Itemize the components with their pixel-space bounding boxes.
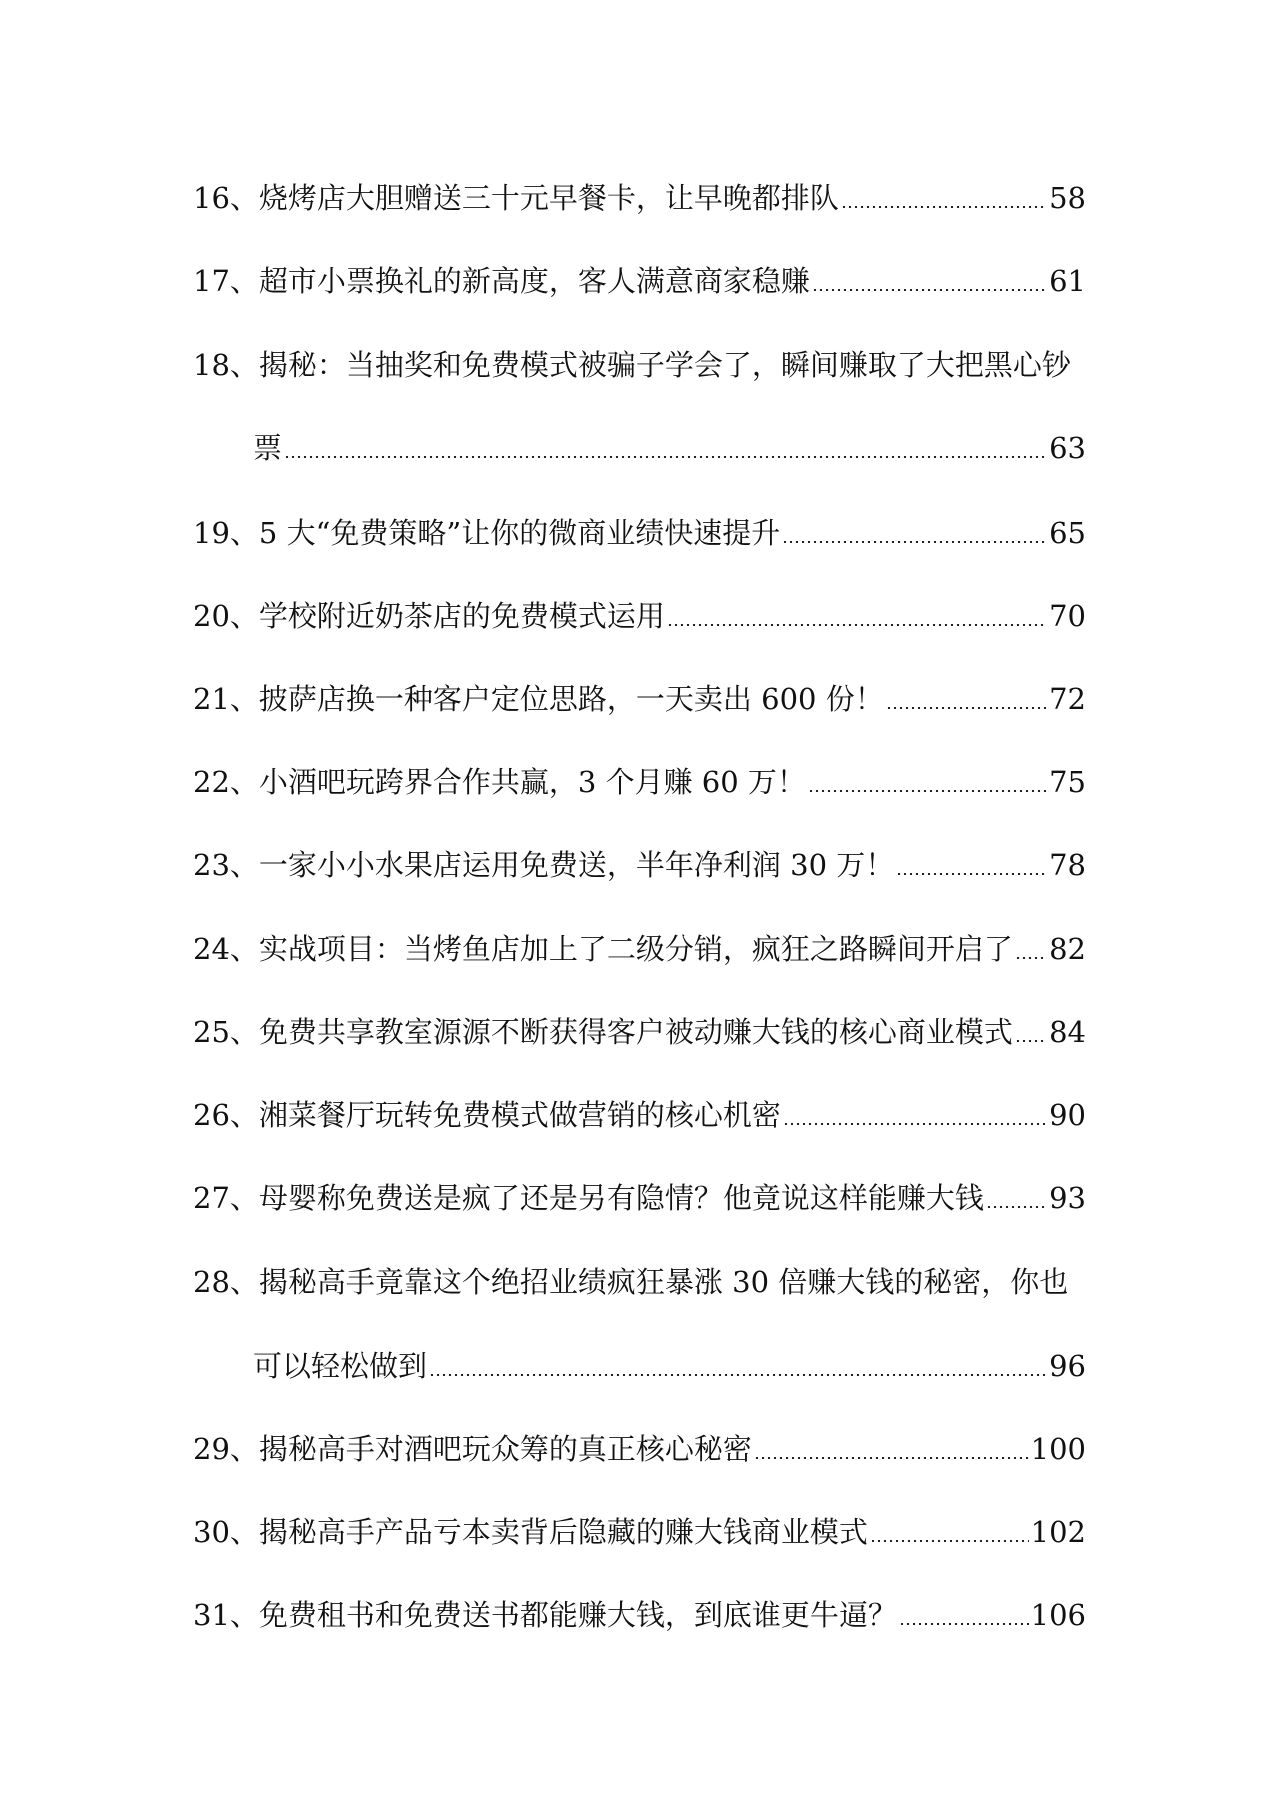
toc-entry-continuation[interactable]	[253, 426, 1086, 470]
entry-title: 一家小小水果店运用免费送，半年净利润 30 万！	[258, 848, 895, 882]
entry-title: 母婴称免费送是疯了还是另有隐情？他竟说这样能赚大钱	[258, 1181, 984, 1215]
entry-title: 烧烤店大胆赠送三十元早餐卡，让早晚都排队	[258, 181, 839, 215]
toc-entry-continuation[interactable]	[253, 1344, 1086, 1388]
entry-number: 19、	[193, 516, 259, 550]
entry-title: 5 大“免费策略”让你的微商业绩快速提升	[258, 516, 781, 550]
entry-page-number: 106	[1030, 1598, 1086, 1632]
toc-entry[interactable]	[193, 176, 1086, 220]
entry-number: 25、	[193, 1015, 259, 1049]
toc-entry[interactable]	[193, 1427, 1086, 1471]
entry-page-number: 75	[1049, 765, 1086, 799]
entry-number: 20、	[193, 599, 259, 633]
entry-page-number: 102	[1030, 1515, 1086, 1549]
entry-page-number: 93	[1049, 1181, 1086, 1215]
entry-title-continuation: 票	[253, 431, 283, 465]
dot-leader	[986, 1206, 1047, 1208]
entry-title: 披萨店换一种客户定位思路，一天卖出 600 份！	[258, 682, 884, 716]
entry-title: 揭秘：当抽奖和免费模式被骗子学会了，瞬间赚取了大把黑心钞	[258, 348, 1071, 382]
entry-number: 28、	[193, 1265, 259, 1299]
entry-page-number: 90	[1049, 1098, 1086, 1132]
entry-number: 31、	[193, 1598, 259, 1632]
entry-number: 27、	[193, 1181, 259, 1215]
dot-leader	[1015, 1040, 1047, 1042]
dot-leader	[782, 541, 1047, 543]
entry-number: 24、	[193, 932, 259, 966]
toc-entry[interactable]	[193, 927, 1086, 971]
dot-leader	[896, 873, 1047, 875]
toc-entry[interactable]	[193, 1510, 1086, 1554]
entry-page-number: 63	[1049, 431, 1086, 465]
entry-page-number: 96	[1049, 1349, 1086, 1383]
entry-page-number: 72	[1049, 682, 1086, 716]
entry-title: 湘菜餐厅玩转免费模式做营销的核心机密	[258, 1098, 781, 1132]
toc-entry[interactable]	[193, 1593, 1086, 1637]
entry-title: 超市小票换礼的新高度，客人满意商家稳赚	[258, 264, 810, 298]
entry-number: 23、	[193, 848, 259, 882]
dot-leader	[783, 1123, 1047, 1125]
dot-leader	[1015, 957, 1047, 959]
dot-leader	[870, 1540, 1029, 1542]
entry-number: 17、	[193, 264, 259, 298]
entry-page-number: 100	[1030, 1432, 1086, 1466]
entry-number: 16、	[193, 181, 259, 215]
entry-number: 21、	[193, 682, 259, 716]
entry-title: 揭秘高手产品亏本卖背后隐藏的赚大钱商业模式	[258, 1515, 868, 1549]
entry-title: 免费租书和免费送书都能赚大钱，到底谁更牛逼？	[258, 1598, 897, 1632]
entry-title-continuation: 可以轻松做到	[253, 1349, 428, 1383]
entry-title: 揭秘高手对酒吧玩众筹的真正核心秘密	[258, 1432, 752, 1466]
toc-entry[interactable]	[193, 760, 1086, 804]
entry-page-number: 65	[1049, 516, 1086, 550]
entry-title: 揭秘高手竟靠这个绝招业绩疯狂暴涨 30 倍赚大钱的秘密，你也	[258, 1265, 1069, 1299]
dot-leader	[429, 1374, 1047, 1376]
toc-entry[interactable]	[193, 1010, 1086, 1054]
entry-page-number: 84	[1049, 1015, 1086, 1049]
toc-entry[interactable]	[193, 843, 1086, 887]
entry-title: 免费共享教室源源不断获得客户被动赚大钱的核心商业模式	[258, 1015, 1013, 1049]
toc-entry[interactable]	[193, 259, 1086, 303]
entry-page-number: 58	[1049, 181, 1086, 215]
entry-title: 学校附近奶茶店的免费模式运用	[258, 599, 665, 633]
dot-leader	[812, 289, 1047, 291]
toc-entry[interactable]	[193, 677, 1086, 721]
entry-number: 18、	[193, 348, 259, 382]
entry-page-number: 61	[1049, 264, 1086, 298]
dot-leader	[899, 1623, 1029, 1625]
entry-page-number: 78	[1049, 848, 1086, 882]
toc-entry[interactable]	[193, 1093, 1086, 1137]
entry-number: 22、	[193, 765, 259, 799]
entry-number: 26、	[193, 1098, 259, 1132]
toc-entry[interactable]	[193, 511, 1086, 555]
dot-leader	[841, 206, 1047, 208]
dot-leader	[754, 1457, 1029, 1459]
toc-entry[interactable]	[193, 1260, 1086, 1304]
entry-number: 29、	[193, 1432, 259, 1466]
dot-leader	[667, 624, 1047, 626]
dot-leader	[284, 456, 1047, 458]
entry-title: 小酒吧玩跨界合作共赢，3 个月赚 60 万！	[258, 765, 806, 799]
entry-number: 30、	[193, 1515, 259, 1549]
dot-leader	[808, 790, 1047, 792]
toc-entry[interactable]	[193, 1176, 1086, 1220]
entry-title: 实战项目：当烤鱼店加上了二级分销，疯狂之路瞬间开启了	[258, 932, 1013, 966]
dot-leader	[886, 707, 1047, 709]
entry-page-number: 70	[1049, 599, 1086, 633]
toc-entry[interactable]	[193, 594, 1086, 638]
toc-entry[interactable]	[193, 343, 1086, 387]
entry-page-number: 82	[1049, 932, 1086, 966]
